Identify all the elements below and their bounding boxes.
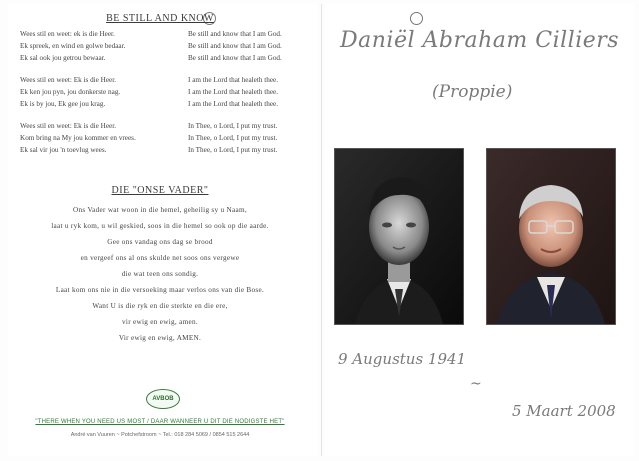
verse-afrikaans: Ek spreek, en wind en golwe bedaar. [20,42,126,50]
verse-afrikaans: Ek sal ook jou getrou bewaar. [20,54,106,62]
verse-english: In Thee, o Lord, I put my trust. [188,122,278,130]
verse-english: Be still and know that I am God. [188,54,282,62]
death-date: 5 Maart 2008 [512,402,616,420]
birth-date: 9 Augustus 1941 [338,350,467,368]
verse-line [20,30,310,41]
deceased-name: Daniël Abraham Cilliers [340,28,620,53]
portrait-older [486,148,616,325]
verse-line [20,88,310,99]
avbob-logo: AVBOB [146,389,180,409]
verse-english: I am the Lord that healeth thee. [188,76,279,84]
prayer-line: Want U is die ryk en die sterkte en die ere, [92,302,228,310]
tagline: "THERE WHEN YOU NEED US MOST / DAAR WANNEER U DIT DIE NODIGSTE HET" [35,419,285,425]
verse-english: Be still and know that I am God. [188,42,282,50]
verse-afrikaans: Ek ken jou pyn, jou donkerste nag. [20,88,121,96]
punch-hole-right [410,12,423,25]
verse-english: Be still and know that I am God. [188,30,282,38]
verse-english: In Thee, o Lord, I put my trust. [188,134,278,142]
portrait-young [334,148,464,325]
prayer-line: laat u ryk kom, u wil geskied, soos in die hemel so ook op die aarde. [51,222,269,230]
verse-afrikaans: Ek is by jou, Ek gee jou krag. [20,100,106,108]
verse-line [20,76,310,87]
verse-line [20,100,310,111]
verse-line [20,146,310,157]
prayer-line: en vergeef ons al ons skulde net soos ons vergewe [80,254,240,262]
verse-line [20,134,310,145]
verse-line [20,54,310,65]
prayer-title: DIE "ONSE VADER" [111,185,209,196]
verse-english: In Thee, o Lord, I put my trust. [188,146,278,154]
verse-afrikaans: Wees stil en weet: Ek is die Heer. [20,76,117,84]
portrait-older-image [487,149,615,324]
verse-line [20,42,310,53]
verse-afrikaans: Wees stil en weet: ek is die Heer. [20,30,115,38]
verse-english: I am the Lord that healeth thee. [188,88,279,96]
prayer-line: vir ewig en ewig, amen. [122,318,198,326]
verse-afrikaans: Ek sal vir jou 'n toevlug wees. [20,146,107,154]
prayer-line: Gee ons vandag ons dag se brood [107,238,213,246]
portrait-young-image [335,149,463,324]
contact-line: André van Vuuren ~ Potchefstroom ~ Tel.: 018 284 5069 / 0854 515 2644 [70,432,250,438]
verse-afrikaans: Wees stil en weet: Ek is die Heer. [20,122,117,130]
verse-line [20,122,310,133]
verse-english: I am the Lord that healeth thee. [188,100,279,108]
fold-line [321,4,322,456]
prayer-line: Laat kom ons nie in die versoeking maar verlos ons van die Bose. [55,286,265,294]
date-separator: ~ [470,376,482,392]
verse-afrikaans: Kom bring na My jou kommer en vrees. [20,134,136,142]
hymn-title: BE STILL AND KNOW [106,13,214,24]
prayer-line: Vir ewig en ewig, AMEN. [118,334,202,342]
nickname: (Proppie) [432,82,513,102]
prayer-line: die wat teen ons sondig. [121,270,199,278]
prayer-line: Ons Vader wat woon in die hemel, geheilig sy u Naam, [73,206,247,214]
